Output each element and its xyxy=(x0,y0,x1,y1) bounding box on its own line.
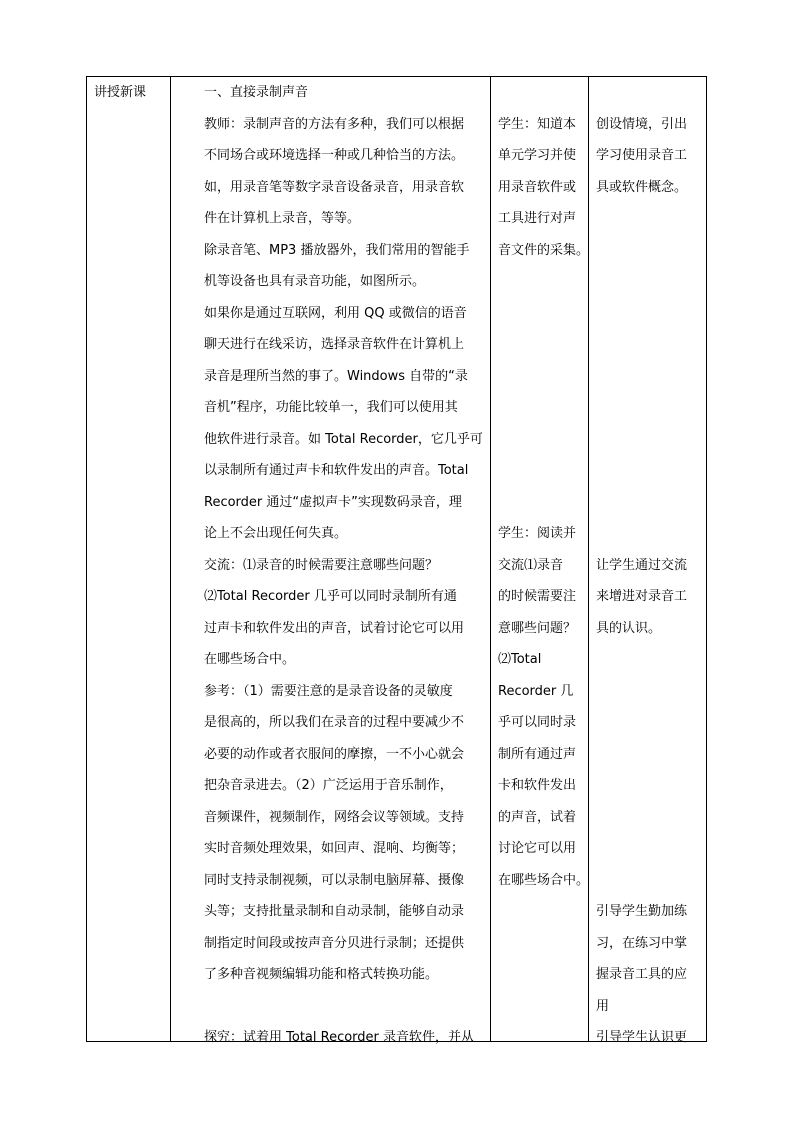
student-text-line xyxy=(498,487,587,519)
intent-text-line xyxy=(596,518,704,550)
stage-cell xyxy=(87,77,171,109)
teacher-text-line: 音频课件，视频制作，网络会议等领域。支持 xyxy=(204,809,465,825)
student-text-line xyxy=(498,329,587,361)
teacher-text-line xyxy=(204,991,487,1023)
teacher-text-line: 同时支持录制视频，可以录制电脑屏幕、摄像 xyxy=(204,872,465,888)
teacher-text-line: 一、直接录制声音 xyxy=(204,85,309,100)
intent-text-line: 具的认识。 xyxy=(596,620,662,636)
teacher-text-line: 聊天进行在线采访，选择录音软件在计算机上 xyxy=(204,337,465,352)
teacher-text-line: 以录制所有通过声卡和软件发出的声音。Total xyxy=(204,463,469,478)
student-text-line: 意哪些问题？ xyxy=(498,620,577,636)
student-text-line: Recorder 几 xyxy=(498,683,574,699)
intent-text-line xyxy=(596,770,704,802)
teacher-text-line: 他软件进行录音。如 Total Recorder，它几乎可 xyxy=(204,431,483,447)
teacher-text-line: 在哪些场合中。 xyxy=(204,652,296,667)
lesson-plan-table xyxy=(86,76,707,1045)
student-text-line xyxy=(498,361,587,393)
teacher-text-line: Recorder 通过“虚拟声卡”实现数码录音，理 xyxy=(204,494,462,510)
teacher-text-line: 机等设备也具有录音功能，如图所示。 xyxy=(204,274,426,289)
intent-text-line xyxy=(596,424,704,456)
student-text-line: ⑵Total xyxy=(498,652,542,667)
intent-text-line: 习，在练习中掌 xyxy=(596,935,688,951)
teacher-activity-cell xyxy=(171,77,491,1054)
student-text-line: 音文件的采集。 xyxy=(498,242,590,258)
teacher-text-line: 了多种音视频编辑功能和格式转换功能。 xyxy=(204,967,439,982)
teacher-text-line: 交流：⑴录音的时候需要注意哪些问题？ xyxy=(204,557,439,573)
student-activity-cell xyxy=(491,77,589,896)
intent-text-line: 具或软件概念。 xyxy=(596,179,688,195)
student-text-line xyxy=(498,77,587,109)
intent-text-line xyxy=(596,235,704,267)
intent-text-line xyxy=(596,487,704,519)
intent-text-line xyxy=(596,739,704,771)
student-text-line: 在哪些场合中。 xyxy=(498,872,590,888)
intent-text-line xyxy=(596,833,704,865)
teacher-text-line: 录音是理所当然的事了。Windows 自带的“录 xyxy=(204,368,468,384)
intent-text-line: 学习使用录音工 xyxy=(596,148,688,163)
teacher-text-line: 探究：试着用 Total Recorder 录音软件，并从 xyxy=(204,1030,475,1045)
intent-text-line xyxy=(596,644,704,676)
intent-text-line: 让学生通过交流 xyxy=(596,557,688,573)
intent-text-line: 来增进对录音工 xyxy=(596,589,688,604)
intent-text-line xyxy=(596,298,704,330)
teacher-text-line: 必要的动作或者衣服间的摩擦，一不小心就会 xyxy=(204,746,465,762)
teacher-text-line: ⑵Total Recorder 几乎可以同时录制所有通 xyxy=(204,589,457,604)
student-text-line: 卡和软件发出 xyxy=(498,778,577,793)
teacher-text-line: 论上不会出现任何失真。 xyxy=(204,526,348,541)
teacher-text-line: 过声卡和软件发出的声音，试着讨论它可以用 xyxy=(204,620,465,636)
stage-label: 讲授新课 xyxy=(94,85,147,100)
intent-text-line: 引导学生认识更 xyxy=(596,1030,688,1045)
teacher-text-line: 如，用录音笔等数字录音设备录音，用录音软 xyxy=(204,179,465,195)
intent-text-line xyxy=(596,266,704,298)
teacher-text-line: 如果你是通过互联网，利用 QQ 或微信的语音 xyxy=(204,305,467,321)
student-text-line: 的时候需要注 xyxy=(498,589,577,604)
teacher-text-line: 实时音频处理效果，如回声、混响、均衡等； xyxy=(204,841,465,856)
student-text-line: 的声音，试着 xyxy=(498,809,577,825)
student-text-line: 交流⑴录音 xyxy=(498,557,564,573)
student-text-line: 单元学习并使 xyxy=(498,148,577,163)
student-text-line: 工具进行对声 xyxy=(498,211,577,226)
intent-text-line xyxy=(596,329,704,361)
teacher-text-line: 制指定时间段或按声音分贝进行录制；还提供 xyxy=(204,935,465,951)
student-text-line xyxy=(498,298,587,330)
student-text-line xyxy=(498,266,587,298)
student-text-line: 制所有通过声 xyxy=(498,746,577,762)
intent-text-line xyxy=(596,802,704,834)
intent-text-line: 握录音工具的应 xyxy=(596,967,688,982)
student-text-line xyxy=(498,392,587,424)
intent-text-line xyxy=(596,203,704,235)
student-text-line: 用录音软件或 xyxy=(498,179,577,195)
teacher-text-line: 把杂音录进去。（2）广泛运用于音乐制作， xyxy=(204,778,453,793)
intent-text-line xyxy=(596,455,704,487)
intent-text-line xyxy=(596,707,704,739)
intent-text-line xyxy=(596,77,704,109)
intent-text-line xyxy=(596,676,704,708)
intent-text-line: 引导学生勤加练 xyxy=(596,904,688,919)
intent-text-line xyxy=(596,865,704,897)
intent-text-line: 创设情境，引出 xyxy=(596,116,688,132)
student-text-line xyxy=(498,424,587,456)
teacher-text-line: 不同场合或环境选择一种或几种恰当的方法。 xyxy=(204,148,465,163)
teacher-text-line: 是很高的，所以我们在录音的过程中要减少不 xyxy=(204,715,465,730)
design-intent-cell xyxy=(589,77,708,1054)
intent-text-line: 用 xyxy=(596,998,610,1014)
teacher-text-line: 教师：录制声音的方法有多种，我们可以根据 xyxy=(204,116,465,132)
intent-text-line xyxy=(596,392,704,424)
teacher-text-line: 参考：（1）需要注意的是录音设备的灵敏度 xyxy=(204,683,453,699)
student-text-line xyxy=(498,455,587,487)
teacher-text-line: 件在计算机上录音，等等。 xyxy=(204,211,361,226)
student-text-line: 讨论它可以用 xyxy=(498,841,577,856)
student-text-line: 学生：阅读并 xyxy=(498,526,577,541)
teacher-text-line: 头等；支持批量录制和自动录制，能够自动录 xyxy=(204,904,465,919)
intent-text-line xyxy=(596,361,704,393)
student-text-line: 学生：知道本 xyxy=(498,116,577,132)
teacher-text-line: 除录音笔、MP3 播放器外，我们常用的智能手 xyxy=(204,242,470,258)
teacher-text-line: 音机”程序，功能比较单一，我们可以使用其 xyxy=(204,400,458,415)
student-text-line: 乎可以同时录 xyxy=(498,715,577,730)
